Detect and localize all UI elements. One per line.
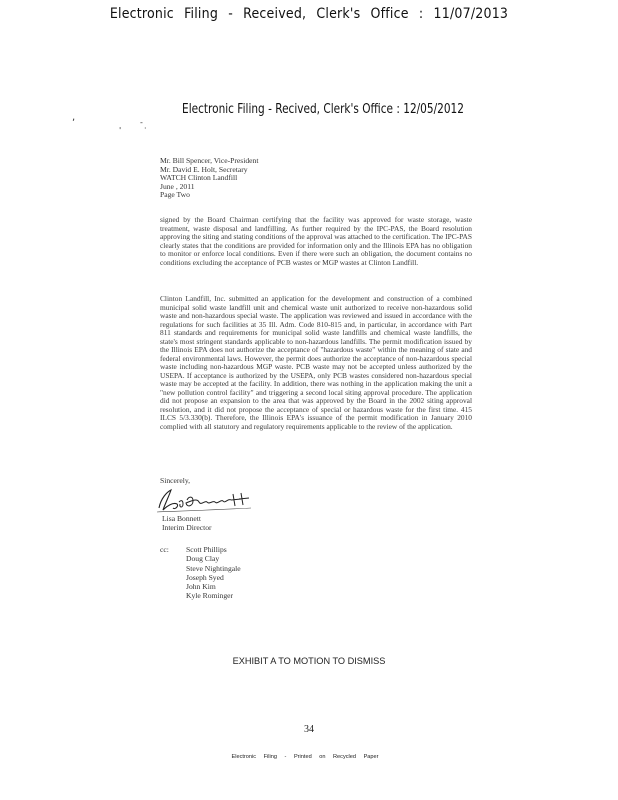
scan-speck: ' [119, 126, 122, 135]
scan-speck: - [140, 118, 143, 127]
footer: Electronic Filing - Printed on Recycled Paper [231, 754, 379, 760]
closing: Sincerely, [160, 476, 191, 485]
signature [153, 486, 263, 516]
filing-stamp: Electronic Filing - Recived, Clerk's Office : 12/05/2012 [182, 101, 464, 117]
recipient-line: Mr. David E. Holt, Secretary [160, 164, 248, 174]
cc-list [186, 545, 241, 601]
letter-date: June , 2011 [160, 181, 195, 191]
cc-recipient: Joseph Syed [186, 572, 224, 582]
page-label: Page Two [160, 190, 190, 200]
cc-label: cc: [160, 545, 169, 554]
recipient-line: WATCH Clinton Landfill [160, 173, 238, 183]
signer-name: Lisa Bonnett [162, 514, 202, 523]
scan-speck: , [72, 112, 76, 123]
signer-block [162, 515, 212, 532]
cc-recipient: Doug Clay [186, 554, 220, 564]
scan-speck: · [144, 124, 147, 133]
body-paragraph: Clinton Landfill, Inc. submitted an application for the development and construction of a combined municipal solid waste landfill unit and chemical waste unit authorized to receive non-hazardous solid waste and non-hazardous special waste. The application was reviewed and issued in accordance with the regulations for such facilities at 35 Ill. Adm. Code 810-815 and, in particular, in accordance with Part 811 standards and requirements for municipal solid waste landfills and chemical waste landfills, the state's most stringent standards applicable to non-hazardous landfills. The permit modification issued by the Illinois EPA does not authorize the acceptance of "hazardous waste" within the meaning of state and federal environmental laws. However, the permit does authorize the acceptance of non-hazardous special waste including non-hazardous MGP waste. PCB waste may not be accepted unless authorized by the USEPA. If acceptance is authorized by the USEPA, only PCB wastes considered non-hazardous special waste may be accepted at the facility. In addition, there was nothing in the application making the unit a "new pollution control facility" and triggering a second local siting approval procedure. The application did not propose an expansion to the area that was approved by the Board in the 2002 siting approval resolution, and it did not propose the acceptance of special or hazardous waste for the first time. 415 ILCS 5/3.330(b). Therefore, the Illinois EPA's issuance of the permit modification in January 2010 complied with all statutory and regulatory requirements applicable to the review of the application. [160, 294, 472, 431]
signer-title: Interim Director [162, 522, 212, 532]
cc-recipient: John Kim [186, 582, 216, 592]
recipient-block [160, 157, 258, 200]
filing-header: Electronic Filing - Received, Clerk's Office : 11/07/2013 [109, 6, 509, 22]
body-paragraph: signed by the Board Chairman certifying that the facility was approved for waste storage, waste treatment, waste disposal and landfilling. As further required by the IPC-PAS, the Board resolution approving the siting and stating conditions of the approval was attached to the certification. The IPC-PAS clearly states that the conditions are provided for information only and the Illinois EPA has no obligation to monitor or enforce local conditions. Even if there were such an obligation, the document contains no conditions excluding the acceptance of PCB wastes or MGP wastes at Clinton Landfill. [160, 215, 472, 267]
recipient-line: Mr. Bill Spencer, Vice-President [160, 156, 259, 165]
page-number: 34 [304, 724, 314, 735]
exhibit-label: EXHIBIT A TO MOTION TO DISMISS [232, 656, 386, 666]
cc-recipient: Scott Phillips [186, 545, 227, 554]
cc-recipient: Steve Nightingale [186, 563, 241, 573]
cc-recipient: Kyle Rominger [186, 591, 234, 601]
